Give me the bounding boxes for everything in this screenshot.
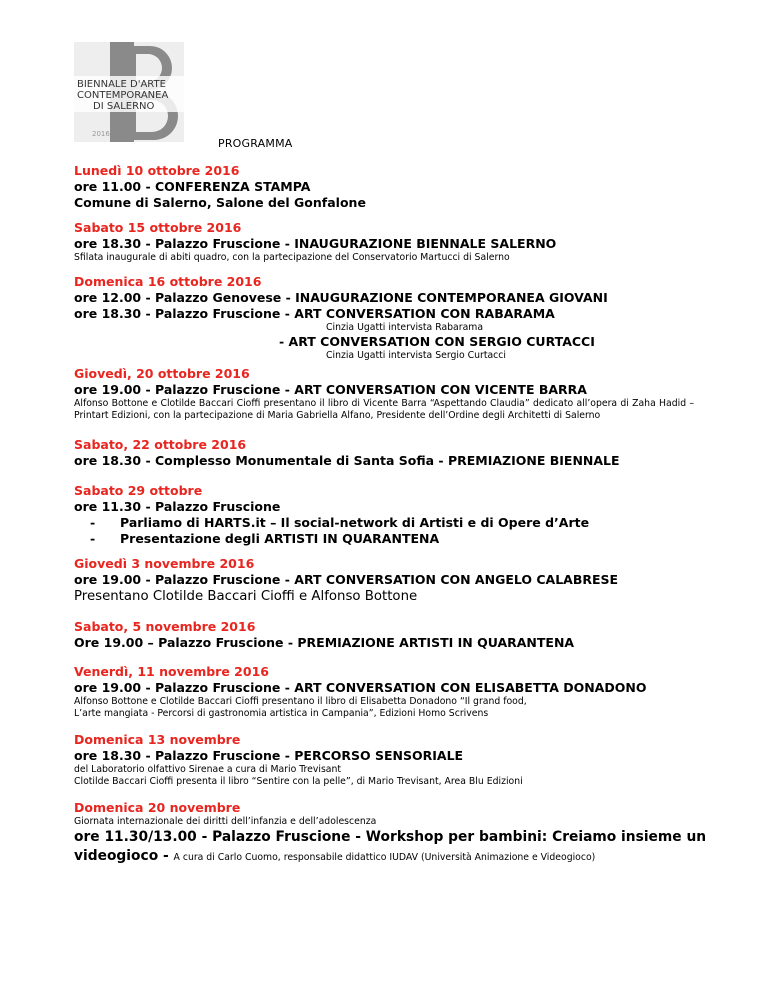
logo-text-line3: DI SALERNO (93, 101, 155, 112)
biennale-logo (74, 42, 184, 142)
event-line: ore 18.30 - Palazzo Fruscione - PERCORSO SENSORIALE (74, 747, 464, 763)
logo-text-line2: CONTEMPORANEA (77, 90, 169, 101)
event-note: Presentano Clotilde Baccari Cioffi e Alfonso Bottone (74, 588, 418, 604)
event-giovedi-3-novembre (74, 556, 694, 606)
event-date: Sabato 29 ottobre (74, 482, 203, 498)
event-domenica-16-ottobre (74, 274, 694, 362)
event-sabato-29-ottobre (74, 483, 694, 547)
event-line: ore 11.30 - Palazzo Fruscione (74, 498, 281, 514)
event-domenica-20-novembre (74, 799, 707, 868)
event-note: Giornata internazionale dei diritti dell’infanzia e dell’adolescenza (74, 815, 377, 827)
event-date: Giovedì 3 novembre 2016 (74, 555, 255, 571)
logo-text-line1: BIENNALE D'ARTE (77, 79, 166, 90)
event-line: ore 11.00 - CONFERENZA STAMPA (74, 179, 311, 194)
event-venerdi-11-novembre (74, 664, 694, 721)
list-dash: - (90, 514, 96, 530)
event-note: L’arte mangiata - Percorsi di gastronomia artistica in Campania”, Edizioni Homo Scrivens (74, 708, 489, 719)
event-date: Domenica 20 novembre (74, 799, 241, 815)
event-note: Clotilde Baccari Cioffi presenta il libro “Sentire con la pelle”, di Mario Trevisant, Area Blu Edizioni (74, 776, 523, 787)
event-sabato-22-ottobre (74, 437, 694, 469)
event-note: del Laboratorio olfattivo Sirenae a cura di Mario Trevisant (74, 763, 342, 775)
event-line: Comune di Salerno, Salone del Gonfalone (74, 195, 366, 210)
event-date: Sabato 15 ottobre 2016 (74, 220, 242, 235)
list-dash: - (90, 530, 96, 546)
event-date: Sabato, 5 novembre 2016 (74, 618, 256, 634)
event-line: ore 19.00 - Palazzo Fruscione - ART CONVERSATION CON VICENTE BARRA (74, 381, 587, 397)
event-sabato-15-ottobre (74, 220, 694, 265)
event-line: Ore 19.00 – Palazzo Fruscione - PREMIAZIONE ARTISTI IN QUARANTENA (74, 634, 575, 650)
list-item (74, 515, 694, 531)
event-sabato-5-novembre (74, 619, 694, 651)
event-line-continued: videogioco - (74, 848, 174, 864)
event-line: - ART CONVERSATION CON SERGIO CURTACCI (279, 333, 595, 349)
event-line: ore 12.00 - Palazzo Genovese - INAUGURAZIONE CONTEMPORANEA GIOVANI (74, 289, 608, 305)
event-line: ore 19.00 - Palazzo Fruscione - ART CONVERSATION CON ELISABETTA DONADONO (74, 679, 647, 695)
event-domenica-13-novembre (74, 732, 694, 789)
list-item (74, 531, 694, 547)
list-item-text: Presentazione degli ARTISTI IN QUARANTENA (120, 530, 440, 546)
event-note-inline: A cura di Carlo Cuomo, responsabile didattico IUDAV (Università Animazione e Videogioco) (173, 852, 596, 863)
event-date: Lunedì 10 ottobre 2016 (74, 163, 240, 178)
program-list (74, 163, 707, 876)
event-line: ore 19.00 - Palazzo Fruscione - ART CONVERSATION CON ANGELO CALABRESE (74, 571, 619, 587)
event-date: Giovedì, 20 ottobre 2016 (74, 365, 250, 381)
page-title: PROGRAMMA (218, 137, 293, 150)
event-lunedi-10-ottobre (74, 163, 694, 211)
list-item-text: Parliamo di HARTS.it – Il social-network di Artisti e di Opere d’Arte (120, 514, 590, 530)
event-line: ore 11.30/13.00 - Palazzo Fruscione - Workshop per bambini: Creiamo insieme un (74, 829, 707, 845)
event-date: Sabato, 22 ottobre 2016 (74, 436, 247, 452)
logo-year: 2016 (92, 130, 110, 138)
event-line: ore 18.30 - Complesso Monumentale di Santa Sofia - PREMIAZIONE BIENNALE (74, 452, 620, 468)
event-note: Sfilata inaugurale di abiti quadro, con la partecipazione del Conservatorio Martucci di Salerno (74, 252, 510, 263)
event-giovedi-20-ottobre (74, 366, 694, 423)
event-note: Cinzia Ugatti intervista Rabarama (326, 321, 484, 333)
event-note: Alfonso Bottone e Clotilde Baccari Cioffi presentano il libro di Elisabetta Donadono “Il grand food, (74, 695, 527, 707)
event-line: ore 18.30 - Palazzo Fruscione - INAUGURAZIONE BIENNALE SALERNO (74, 236, 557, 251)
event-note: Alfonso Bottone e Clotilde Baccari Cioffi presentano il libro di Vicente Barra “Aspettando Claudia” dedicato all’opera di Zaha Hadid – Printart Edizioni, con la partecipazione di Maria Gabriella Alfano, Presidente dell’Ordine degli Architetti di Salerno (74, 397, 694, 421)
event-date: Domenica 13 novembre (74, 731, 241, 747)
event-date: Domenica 16 ottobre 2016 (74, 273, 262, 289)
event-line-wrap (74, 847, 694, 867)
event-line: ore 18.30 - Palazzo Fruscione - ART CONVERSATION CON RABARAMA (74, 305, 555, 321)
event-note: Cinzia Ugatti intervista Sergio Curtacci (326, 349, 506, 361)
event-date: Venerdì, 11 novembre 2016 (74, 663, 269, 679)
